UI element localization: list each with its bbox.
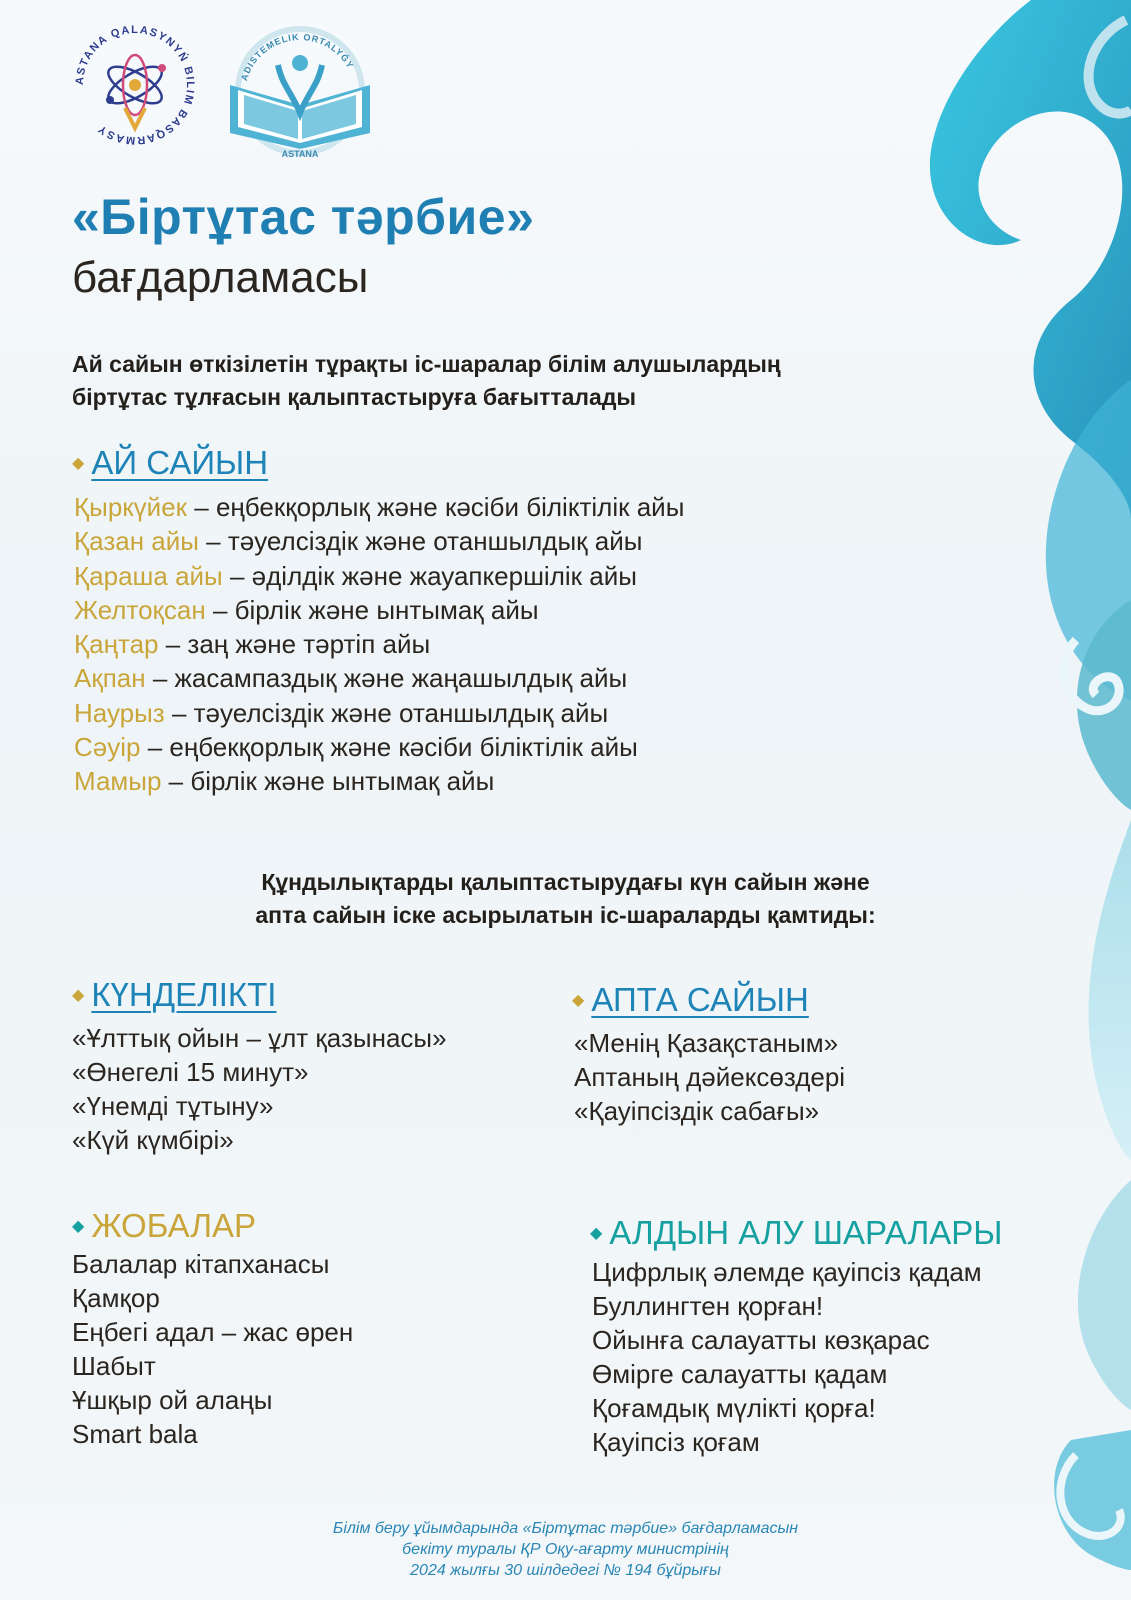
list-item: Наурыз – тәуелсіздік және отаншылдық айы bbox=[74, 697, 609, 728]
diamond-bullet-icon: ◆ bbox=[72, 1218, 85, 1235]
projects-list bbox=[72, 1247, 353, 1451]
list-item: Ойынға салауатты көзқарас bbox=[592, 1325, 930, 1355]
list-item: Қыркүйек – еңбекқорлық және кәсіби біліктілік айы bbox=[74, 492, 685, 522]
list-item: Қауіпсіз қоғам bbox=[592, 1427, 760, 1457]
projects-heading bbox=[72, 1207, 256, 1245]
list-item: Балалар кітапханасы bbox=[72, 1249, 330, 1279]
list-item: Өмірге салауатты қадам bbox=[592, 1359, 888, 1389]
left-logo-text: ASTANA QALASYNYŃ BILIM BASQARMASY bbox=[73, 23, 197, 147]
values-intro bbox=[0, 866, 1131, 932]
intro-line-2: біртұтас тұлғасын қалыптастыруға бағытталады bbox=[72, 384, 637, 410]
right-logo-top-text: ADISTEMELIK ORTALYǴY bbox=[239, 31, 356, 82]
diamond-bullet-icon: ◆ bbox=[72, 987, 85, 1004]
list-item: Еңбегі адал – жас өрен bbox=[72, 1317, 354, 1347]
list-item: «Күй күмбірі» bbox=[72, 1125, 234, 1155]
monthly-list bbox=[74, 490, 684, 799]
logos-area bbox=[70, 20, 390, 159]
methodical-center-logo bbox=[220, 25, 380, 160]
footer-line-2: бекіту туралы ҚР Оқу-ағарту министрінің bbox=[402, 1541, 729, 1558]
list-item: Қараша айы – әділдік және жауапкершілік айы bbox=[74, 560, 637, 591]
list-item: «Менің Қазақстаным» bbox=[574, 1028, 839, 1058]
list-item: «Қауіпсіздік сабағы» bbox=[574, 1096, 820, 1126]
daily-list bbox=[72, 1021, 447, 1157]
diamond-bullet-icon: ◆ bbox=[72, 455, 85, 472]
diamond-bullet-icon: ◆ bbox=[590, 1225, 603, 1242]
list-item: «Өнегелі 15 минут» bbox=[72, 1057, 309, 1087]
list-item: Қоғамдық мүлікті қорға! bbox=[592, 1393, 876, 1423]
values-intro-line-1: Құндылықтарды қалыптастырудағы күн сайын және bbox=[261, 869, 870, 895]
list-item: «Үнемді тұтыну» bbox=[72, 1091, 274, 1121]
monthly-heading bbox=[72, 444, 268, 482]
diamond-bullet-icon: ◆ bbox=[572, 992, 585, 1009]
list-item: Қамқор bbox=[72, 1283, 160, 1313]
list-item: Буллингтен қорған! bbox=[592, 1291, 824, 1321]
list-item: Шабыт bbox=[72, 1351, 156, 1381]
intro-text bbox=[72, 348, 952, 414]
right-logo-bottom-text: ASTANA bbox=[281, 149, 319, 159]
list-item: Мамыр – бірлік және ынтымақ айы bbox=[74, 766, 495, 797]
prevention-heading-text: АЛДЫН АЛУ ШАРАЛАРЫ bbox=[609, 1214, 1003, 1251]
list-item: «Ұлттық ойын – ұлт қазынасы» bbox=[72, 1023, 447, 1053]
list-item: Ұшқыр ой алаңы bbox=[72, 1385, 273, 1415]
list-item: Қазан айы – тәуелсіздік және отаншылдық айы bbox=[74, 526, 643, 557]
weekly-heading-text: АПТА САЙЫН bbox=[591, 981, 809, 1018]
daily-heading bbox=[72, 976, 276, 1014]
weekly-heading bbox=[572, 981, 809, 1019]
monthly-heading-text: АЙ САЙЫН bbox=[91, 444, 269, 481]
prevention-list bbox=[592, 1255, 982, 1459]
list-item: Ақпан – жасампаздық және жаңашылдық айы bbox=[74, 663, 628, 694]
weekly-list bbox=[574, 1026, 845, 1128]
list-item: Сәуір – еңбекқорлық және кәсіби біліктілік айы bbox=[74, 732, 638, 763]
footer-note bbox=[0, 1518, 1131, 1581]
projects-heading-text: ЖОБАЛАР bbox=[91, 1207, 257, 1244]
daily-heading-text: КҮНДЕЛІКТІ bbox=[91, 976, 277, 1013]
list-item: Цифрлық әлемде қауіпсіз қадам bbox=[592, 1257, 982, 1287]
list-item: Smart bala bbox=[72, 1419, 198, 1449]
list-item: Аптаның дәйексөздері bbox=[574, 1062, 846, 1092]
values-intro-line-2: апта сайын іске асырылатын іс-шараларды қамтиды: bbox=[255, 902, 876, 928]
list-item: Қаңтар – заң және тәртіп айы bbox=[74, 629, 431, 660]
page-subtitle: бағдарламасы bbox=[72, 253, 369, 302]
footer-line-3: 2024 жылғы 30 шілдедегі № 194 бұйрығы bbox=[410, 1562, 721, 1579]
page-title: «Біртұтас тәрбие» bbox=[72, 189, 535, 245]
prevention-heading bbox=[590, 1214, 1002, 1252]
list-item: Желтоқсан – бірлік және ынтымақ айы bbox=[74, 594, 539, 625]
intro-line-1: Ай сайын өткізілетін тұрақты іс-шаралар білім алушылардың bbox=[72, 351, 781, 377]
footer-line-1: Білім беру ұйымдарында «Біртұтас тәрбие» бағдарламасын bbox=[332, 1520, 799, 1537]
education-department-logo bbox=[70, 20, 200, 150]
